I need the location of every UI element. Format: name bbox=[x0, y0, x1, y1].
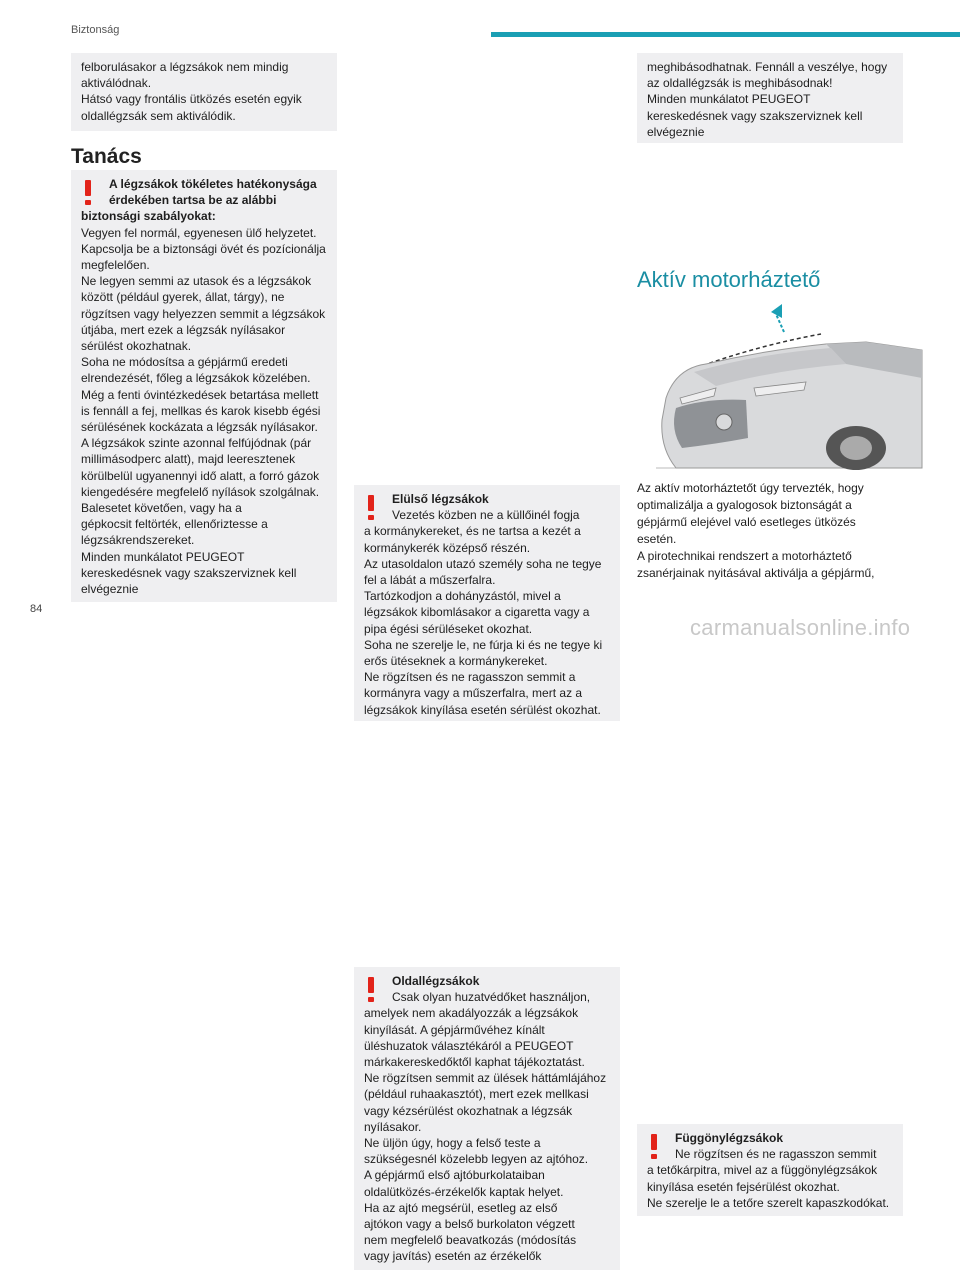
text-line: sérülést okozhatnak. bbox=[81, 339, 192, 354]
text-line: Csak olyan huzatvédőket használjon, bbox=[392, 990, 591, 1005]
text-line: esetén. bbox=[637, 532, 677, 546]
text-line: Ne szerelje le a tetőre szerelt kapaszkodókat. bbox=[647, 1195, 890, 1210]
text-line: Balesetet követően, vagy ha a bbox=[81, 501, 242, 516]
text-line: A légzsákok szinte azonnal felfújódnak (pár bbox=[81, 436, 312, 451]
text-line: az oldallégzsák is meghibásodnak! bbox=[647, 76, 833, 91]
text-line: Ne rögzítsen és ne ragasszon semmit a bbox=[364, 670, 576, 685]
text-line: vagy javítás) esetén az érzékelők bbox=[364, 1249, 542, 1264]
text-line: kormányra vagy a műszerfalra, mert az a bbox=[364, 686, 583, 701]
text-line: amelyek nem akadályozzák a légzsákok bbox=[364, 1006, 579, 1021]
text-line: Ne üljön úgy, hogy a felső teste a bbox=[364, 1136, 541, 1151]
warning-box-front-airbags bbox=[354, 485, 620, 721]
text-line: elrendezését, főleg a légzsákok közelében. bbox=[81, 371, 311, 386]
text-line: is fennáll a fej, mellkas és karok kisebb égési bbox=[81, 403, 321, 418]
text-line: fel a lábát a műszerfalra. bbox=[364, 573, 496, 588]
text-line: elvégeznie bbox=[647, 124, 705, 139]
text-line: Tartózkodjon a dohányzástól, mivel a bbox=[364, 589, 561, 604]
text-line: légzsákrendszereket. bbox=[81, 533, 195, 548]
text-line: Ne rögzítsen és ne ragasszon semmit bbox=[675, 1147, 877, 1162]
text-line: megfelelően. bbox=[81, 258, 150, 273]
text-line: között (például gyerek, állat, tárgy), ne bbox=[81, 290, 285, 305]
text-line: vagy kézsérülést okozhatnak a légzsák bbox=[364, 1103, 573, 1118]
text-line: útjába, mert ezek a légzsák nyílásakor bbox=[81, 322, 286, 337]
text-line: millimásodperc alatt), majd leeresztenek bbox=[81, 452, 296, 467]
text-line: A pirotechnikai rendszert a motorháztető bbox=[637, 549, 852, 563]
header-section-label: Biztonság bbox=[71, 24, 120, 36]
text-line: márkakereskedőktől kaphat tájékoztatást. bbox=[364, 1055, 585, 1070]
hood-lift-arrow-icon bbox=[771, 304, 784, 332]
text-line: szükségesnél közelebb legyen az ajtóhoz. bbox=[364, 1152, 589, 1167]
text-line: pipa égési sérüléseket okozhat. bbox=[364, 621, 533, 636]
text-line: rögzítsen vagy helyezzen semmit a légzsákok bbox=[81, 306, 326, 321]
text-line: légzsákok kibomlásakor a cigaretta vagy a bbox=[364, 605, 590, 620]
text-line: Vezetés közben ne a küllőinél fogja bbox=[392, 508, 580, 523]
warning-title: A légzsákok tökéletes hatékonysága bbox=[109, 177, 317, 191]
page-number: 84 bbox=[30, 603, 43, 615]
text-line: kormánykerék középső részén. bbox=[364, 540, 531, 555]
text-line: üléshuzatok választékáról a PEUGEOT bbox=[364, 1038, 574, 1053]
warning-box-curtain-airbags bbox=[637, 1124, 903, 1216]
text-line: Az aktív motorháztetőt úgy tervezték, hogy bbox=[637, 481, 864, 495]
text-line: légzsákok kinyílása esetén sérülést okozhat. bbox=[364, 702, 601, 717]
text-line: oldallégzsák sem aktiválódik. bbox=[81, 108, 236, 123]
warning-exclamation-icon bbox=[368, 495, 374, 521]
text-line: gépjármű elejével való esetleges ütközés bbox=[637, 515, 856, 529]
text-line: Minden munkálatot PEUGEOT bbox=[81, 549, 245, 564]
text-line: kereskedésnek vagy szakszerviznek kell bbox=[647, 108, 863, 123]
warning-title: érdekében tartsa be az alábbi bbox=[109, 193, 277, 208]
text-line: optimalizálja a gyalogosok biztonságát a bbox=[637, 498, 852, 512]
text-line: nem megfelelő beavatkozás (módosítás bbox=[364, 1233, 577, 1248]
text-line: kiengedésére megfelelő nyílások szolgálnak. bbox=[81, 484, 320, 499]
text-line: oldalütközés-érzékelők kaptak helyet. bbox=[364, 1184, 564, 1199]
text-line: Minden munkálatot PEUGEOT bbox=[647, 92, 811, 107]
text-line: nyílásakor. bbox=[364, 1119, 422, 1134]
text-line: Vegyen fel normál, egyenesen ülő helyzetet. bbox=[81, 225, 317, 240]
text-line: a kormánykereket, és ne tartsa a kezét a bbox=[364, 524, 581, 539]
text-line: zsanérjainak nyitásával aktiválja a gépjármű, bbox=[637, 566, 875, 580]
heading-tanacs: Tanács bbox=[71, 145, 142, 168]
text-line: gépkocsit feltörték, ellenőriztesse a bbox=[81, 517, 268, 532]
text-line: erős ütéseknek a kormánykereket. bbox=[364, 654, 548, 669]
text-line: ajtókon vagy a belső burkolaton végzett bbox=[364, 1217, 575, 1232]
warning-exclamation-icon bbox=[368, 977, 374, 1003]
car-illustration bbox=[636, 298, 925, 470]
text-line: meghibásodhatnak. Fennáll a veszélye, hogy bbox=[647, 60, 888, 74]
text-line: kinyílása esetén fejsérülést okozhat. bbox=[647, 1179, 840, 1194]
header-accent-bar bbox=[491, 32, 960, 37]
warning-box-airbag-rules bbox=[71, 170, 337, 602]
text-line: a tetőkárpitra, mivel az a függönylégzsákok bbox=[647, 1163, 878, 1178]
text-line: Hátsó vagy frontális ütközés esetén egyik bbox=[81, 92, 302, 107]
text-line: Soha ne módosítsa a gépjármű eredeti bbox=[81, 355, 288, 370]
text-line: Még a fenti óvintézkedések betartása mellett bbox=[81, 387, 319, 402]
text-line: aktiválódnak. bbox=[81, 76, 152, 91]
text-line: A gépjármű első ajtóburkolataiban bbox=[364, 1168, 545, 1183]
text-line: felborulásakor a légzsákok nem mindig bbox=[81, 60, 289, 74]
warning-box-side-airbags bbox=[354, 967, 620, 1270]
text-line: Kapcsolja be a biztonsági övét és pozícionálja bbox=[81, 241, 326, 256]
text-line: Ha az ajtó megsérül, esetleg az első bbox=[364, 1200, 558, 1215]
text-line: sérülésének kockázata a légzsák nyílásakor. bbox=[81, 420, 318, 435]
text-line: Ne legyen semmi az utasok és a légzsákok bbox=[81, 274, 312, 289]
text-line: kereskedésnek vagy szakszerviznek kell bbox=[81, 565, 297, 580]
text-line: körülbelül ugyanennyi idő alatt, a forró gázok bbox=[81, 468, 320, 483]
warning-title: biztonsági szabályokat: bbox=[81, 209, 216, 224]
text-line: kinyílását. A gépjárművéhez kínált bbox=[364, 1022, 545, 1037]
body-text-aktiv-motorhazteto bbox=[637, 480, 927, 582]
text-line: Az utasoldalon utazó személy soha ne tegye bbox=[364, 556, 602, 571]
warning-title: Oldallégzsákok bbox=[392, 974, 480, 988]
warning-exclamation-icon bbox=[651, 1134, 657, 1160]
warning-title: Függönylégzsákok bbox=[675, 1131, 784, 1145]
warning-title: Elülső légzsákok bbox=[392, 492, 489, 506]
text-line: Soha ne szerelje le, ne fúrja ki és ne tegye ki bbox=[364, 637, 603, 652]
col3-continuation-box bbox=[637, 53, 903, 143]
text-line: elvégeznie bbox=[81, 582, 139, 597]
heading-aktiv-motorhazteto: Aktív motorháztető bbox=[637, 267, 821, 292]
text-line: (például ruhaakasztót), mert ezek mellkasi bbox=[364, 1087, 589, 1102]
text-line: Ne rögzítsen semmit az ülések háttámlájához bbox=[364, 1071, 607, 1086]
warning-exclamation-icon bbox=[85, 180, 91, 206]
col1-continuation-box bbox=[71, 53, 337, 131]
watermark: carmanualsonline.info bbox=[690, 615, 911, 640]
